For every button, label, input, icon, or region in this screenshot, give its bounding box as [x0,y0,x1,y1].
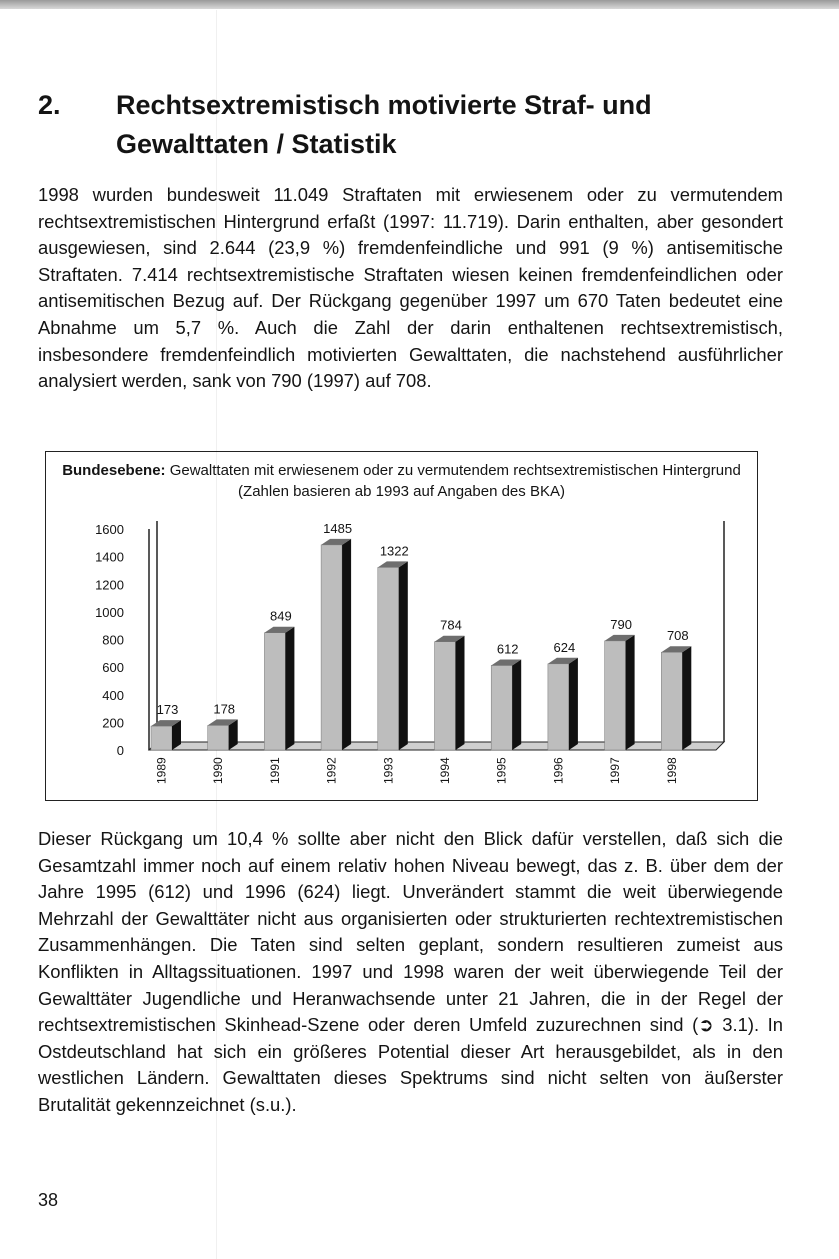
y-tick-label: 1600 [95,522,124,537]
bar-front [208,725,229,750]
section-number: 2. [38,90,61,120]
bar-data-label: 708 [666,628,689,644]
section-heading [38,86,798,164]
bar-front [605,641,626,750]
chart-caption-bold: Bundesebene: [62,462,166,479]
x-tick-label: 1991 [267,757,282,784]
y-tick-label: 1000 [95,604,124,620]
bar-front [264,633,285,750]
bar-data-label: 790 [610,616,632,632]
x-tick-label: 1994 [438,757,452,784]
bar-data-label: 849 [270,608,292,624]
y-tick-label: 1400 [95,549,124,565]
page-number: 38 [38,1190,59,1210]
y-tick-label: 800 [102,632,124,648]
y-tick-label: 200 [102,715,124,731]
bar-side [456,636,465,750]
bar-front [321,545,342,750]
bar-data-label: 173 [156,702,179,718]
x-tick-label: 1993 [381,757,396,784]
bar-chart [46,452,759,802]
bar-data-label: 178 [213,701,236,717]
intro-paragraph: 1998 wurden bundesweit 11.049 Straftaten mit erwiesenem oder zu vermutendem rechtsextremistischen Hintergrund erfaßt (1997: 11.719). Darin enthalten, aber gesondert ausgewiesen, sind 2.644 (23,9 %) fremdenfeindliche und 991 (9 %) antisemitische Straftaten. 7.414 rechtsextremistische Straftaten wiesen keinen fremdenfeindlichen oder antisemitischen Bezug auf. Der Rückgang gegenüber 1997 um 670 Taten bedeutet eine Abnahme um 5,7 %. Auch die Zahl der darin enthaltenen rechtsextremistisch, insbesondere fremdenfeindlich motivierten Gewalttaten, die nachstehend ausführlicher analysiert werden, sank von 790 (1997) auf 708. [38,184,783,392]
bar-front [548,664,569,750]
chart-caption-text: Gewalttaten mit erwiesenem oder zu vermutendem rechtsextremistischen Hintergrund (Zahlen basieren ab 1993 auf Angaben des BKA) [165,462,741,500]
bar-data-label: 612 [496,641,519,657]
bar-side [285,627,294,750]
y-tick-label: 600 [102,660,124,676]
x-tick-label: 1992 [324,757,339,784]
y-tick-label: 400 [102,687,124,703]
bar-side [626,635,635,750]
bar-front [661,652,682,750]
bar-side [569,658,578,750]
bar-side [342,539,351,750]
section-title: Rechtsextremistisch motivierte Straf- und Gewalttaten / Statistik [116,90,652,159]
bar-side [682,646,691,750]
x-tick-label: 1995 [494,757,509,784]
scan-top-edge [0,0,839,9]
x-tick-label: 1998 [664,757,679,784]
bar-front [491,665,512,750]
bar-front [378,567,399,750]
bar-data-label: 1485 [323,520,353,536]
bar-front [435,642,456,750]
x-tick-label: 1997 [608,757,623,784]
y-tick-label: 0 [116,743,124,758]
bar-data-label: 624 [553,639,576,655]
y-tick-label: 1200 [95,577,124,593]
analysis-paragraph: Dieser Rückgang um 10,4 % sollte aber nicht den Blick dafür verstellen, daß sich die Gesamtzahl immer noch auf einem relativ hohen Niveau bewegt, das z. B. über dem der Jahre 1995 (612) und 1996 (624) liegt. Unverändert stammt die weit überwiegende Mehrzahl der Gewalttäter nicht aus organisierten oder strukturierten rechtextremistischen Zusammenhängen. Die Taten sind selten geplant, sondern resultieren zumeist aus Konflikten in Alltagssituationen. 1997 und 1998 waren der weit überwiegende Teil der Gewalttäter Jugendliche und Heranwachsende unter 21 Jahren, die in der Regel der rechtsextremistischen Skinhead-Szene oder deren Umfeld zuzurechnen sind (➲ 3.1). In Ostdeutschland hat sich ein größeres Potential dieser Art herausgebildet, als in den westlichen Ländern. Gewalttaten dieses Spektrums sind nicht selten von äußerster Brutalität gekennzeichnet (s.u.). [38,828,783,1115]
x-tick-label: 1989 [154,757,169,784]
x-tick-label: 1996 [551,757,566,784]
bar-side [512,659,521,750]
x-tick-label: 1990 [211,757,226,784]
bar-front [151,726,172,750]
chart-frame [45,451,758,801]
bar-side [399,561,408,750]
bar-data-label: 784 [440,617,462,633]
bar-data-label: 1322 [379,543,409,559]
